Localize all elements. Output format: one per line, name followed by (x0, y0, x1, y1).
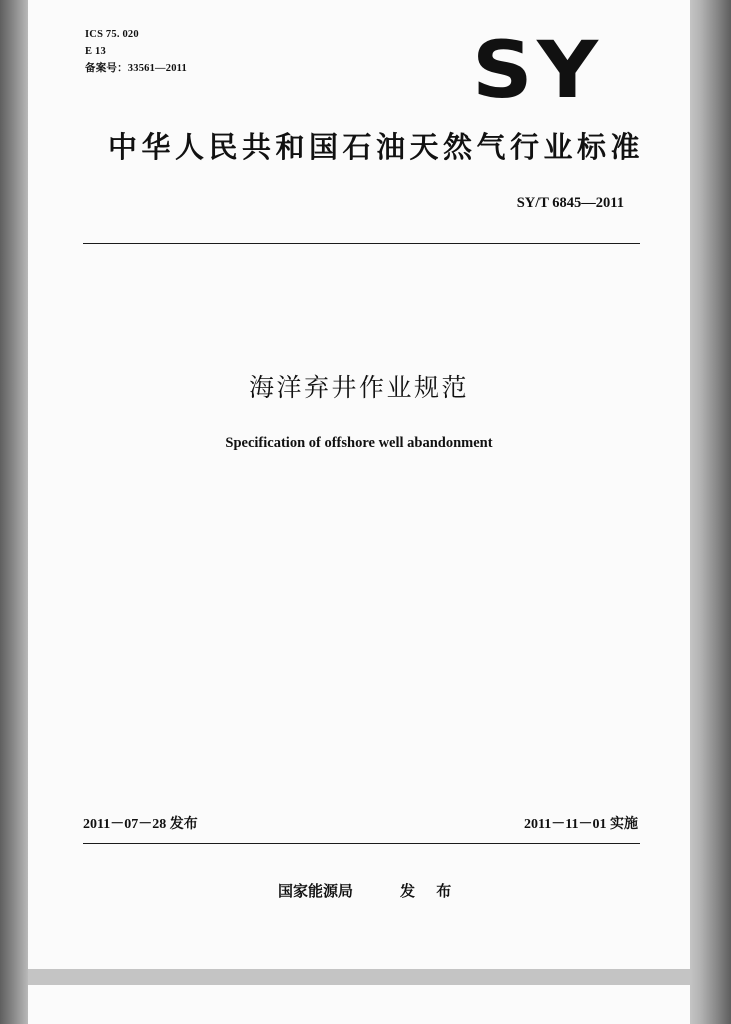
standard-code: SY/T 6845—2011 (516, 195, 624, 211)
filing-number: 备案号：33561—2011 (85, 63, 187, 74)
next-page-edge (28, 985, 690, 1024)
bottom-divider (83, 843, 640, 844)
classification-code: E 13 (85, 46, 106, 57)
standard-organization-title: 中华人民共和国石油天然气行业标准 (108, 130, 645, 164)
sy-logo: SY (472, 26, 603, 116)
top-divider (83, 243, 640, 244)
ics-code: ICS 75. 020 (85, 29, 139, 40)
publish-label: 发 布 (400, 882, 460, 900)
document-title-english: Specification of offshore well abandonment (225, 435, 493, 451)
document-title-chinese: 海洋弃井作业规范 (248, 373, 469, 402)
publisher-name: 国家能源局 (278, 882, 354, 900)
issue-date: 2011－07－28 发布 (83, 817, 198, 832)
effective-date: 2011－11－01 实施 (524, 817, 638, 832)
document-page (28, 0, 690, 969)
document-metadata (85, 26, 187, 77)
